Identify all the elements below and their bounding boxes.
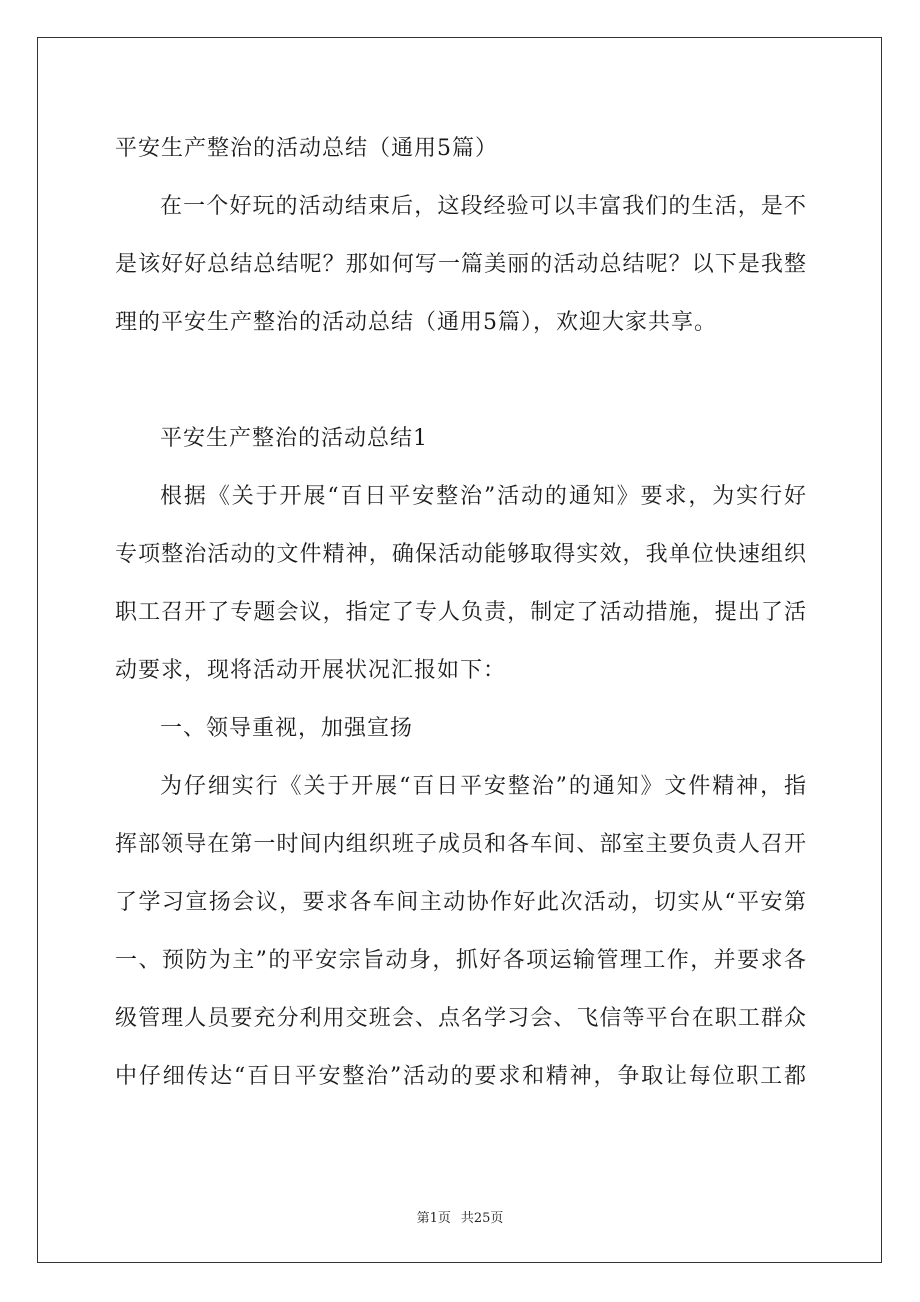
paragraph-line: 了学习宣扬会议，要求各车间主动协作好此次活动，切实从“平安第 (115, 890, 807, 915)
paragraph-line: 挥部领导在第一时间内组织班子成员和各车间、部室主要负责人召开 (115, 832, 807, 857)
paragraph-line: 为仔细实行《关于开展“百日平安整治”的通知》文件精神，指 (160, 774, 807, 799)
page-footer (0, 1207, 920, 1226)
paragraph-line: 级管理人员要充分利用交班会、点名学习会、飞信等平台在职工群众 (115, 1006, 807, 1031)
paragraph-line: 中仔细传达“百日平安整治”活动的要求和精神，争取让每位职工都 (115, 1064, 807, 1089)
section-heading: 平安生产整治的活动总结1 (160, 426, 428, 451)
subheading: 一、领导重视，加强宣扬 (160, 716, 414, 741)
paragraph-line: 一、预防为主”的平安宗旨动身，抓好各项运输管理工作，并要求各 (115, 948, 807, 973)
page-total: 共25页 (460, 1211, 504, 1226)
paragraph-line: 根据《关于开展“百日平安整治”活动的通知》要求，为实行好 (160, 484, 807, 509)
page-number: 第1页 (416, 1211, 451, 1226)
paragraph-line: 动要求，现将活动开展状况汇报如下： (115, 658, 507, 683)
paragraph-line: 专项整治活动的文件精神，确保活动能够取得实效，我单位快速组织 (115, 542, 807, 567)
document-title: 平安生产整治的活动总结（通用5篇） (115, 136, 498, 161)
blank-line (115, 352, 807, 410)
intro-line: 是该好好总结总结呢？那如何写一篇美丽的活动总结呢？以下是我整 (115, 252, 807, 277)
intro-line: 在一个好玩的活动结束后，这段经验可以丰富我们的生活，是不 (160, 194, 807, 219)
paragraph-line: 职工召开了专题会议，指定了专人负责，制定了活动措施，提出了活 (115, 600, 807, 625)
intro-line: 理的平安生产整治的活动总结（通用5篇），欢迎大家共享。 (115, 310, 717, 335)
document-body (115, 120, 807, 1106)
